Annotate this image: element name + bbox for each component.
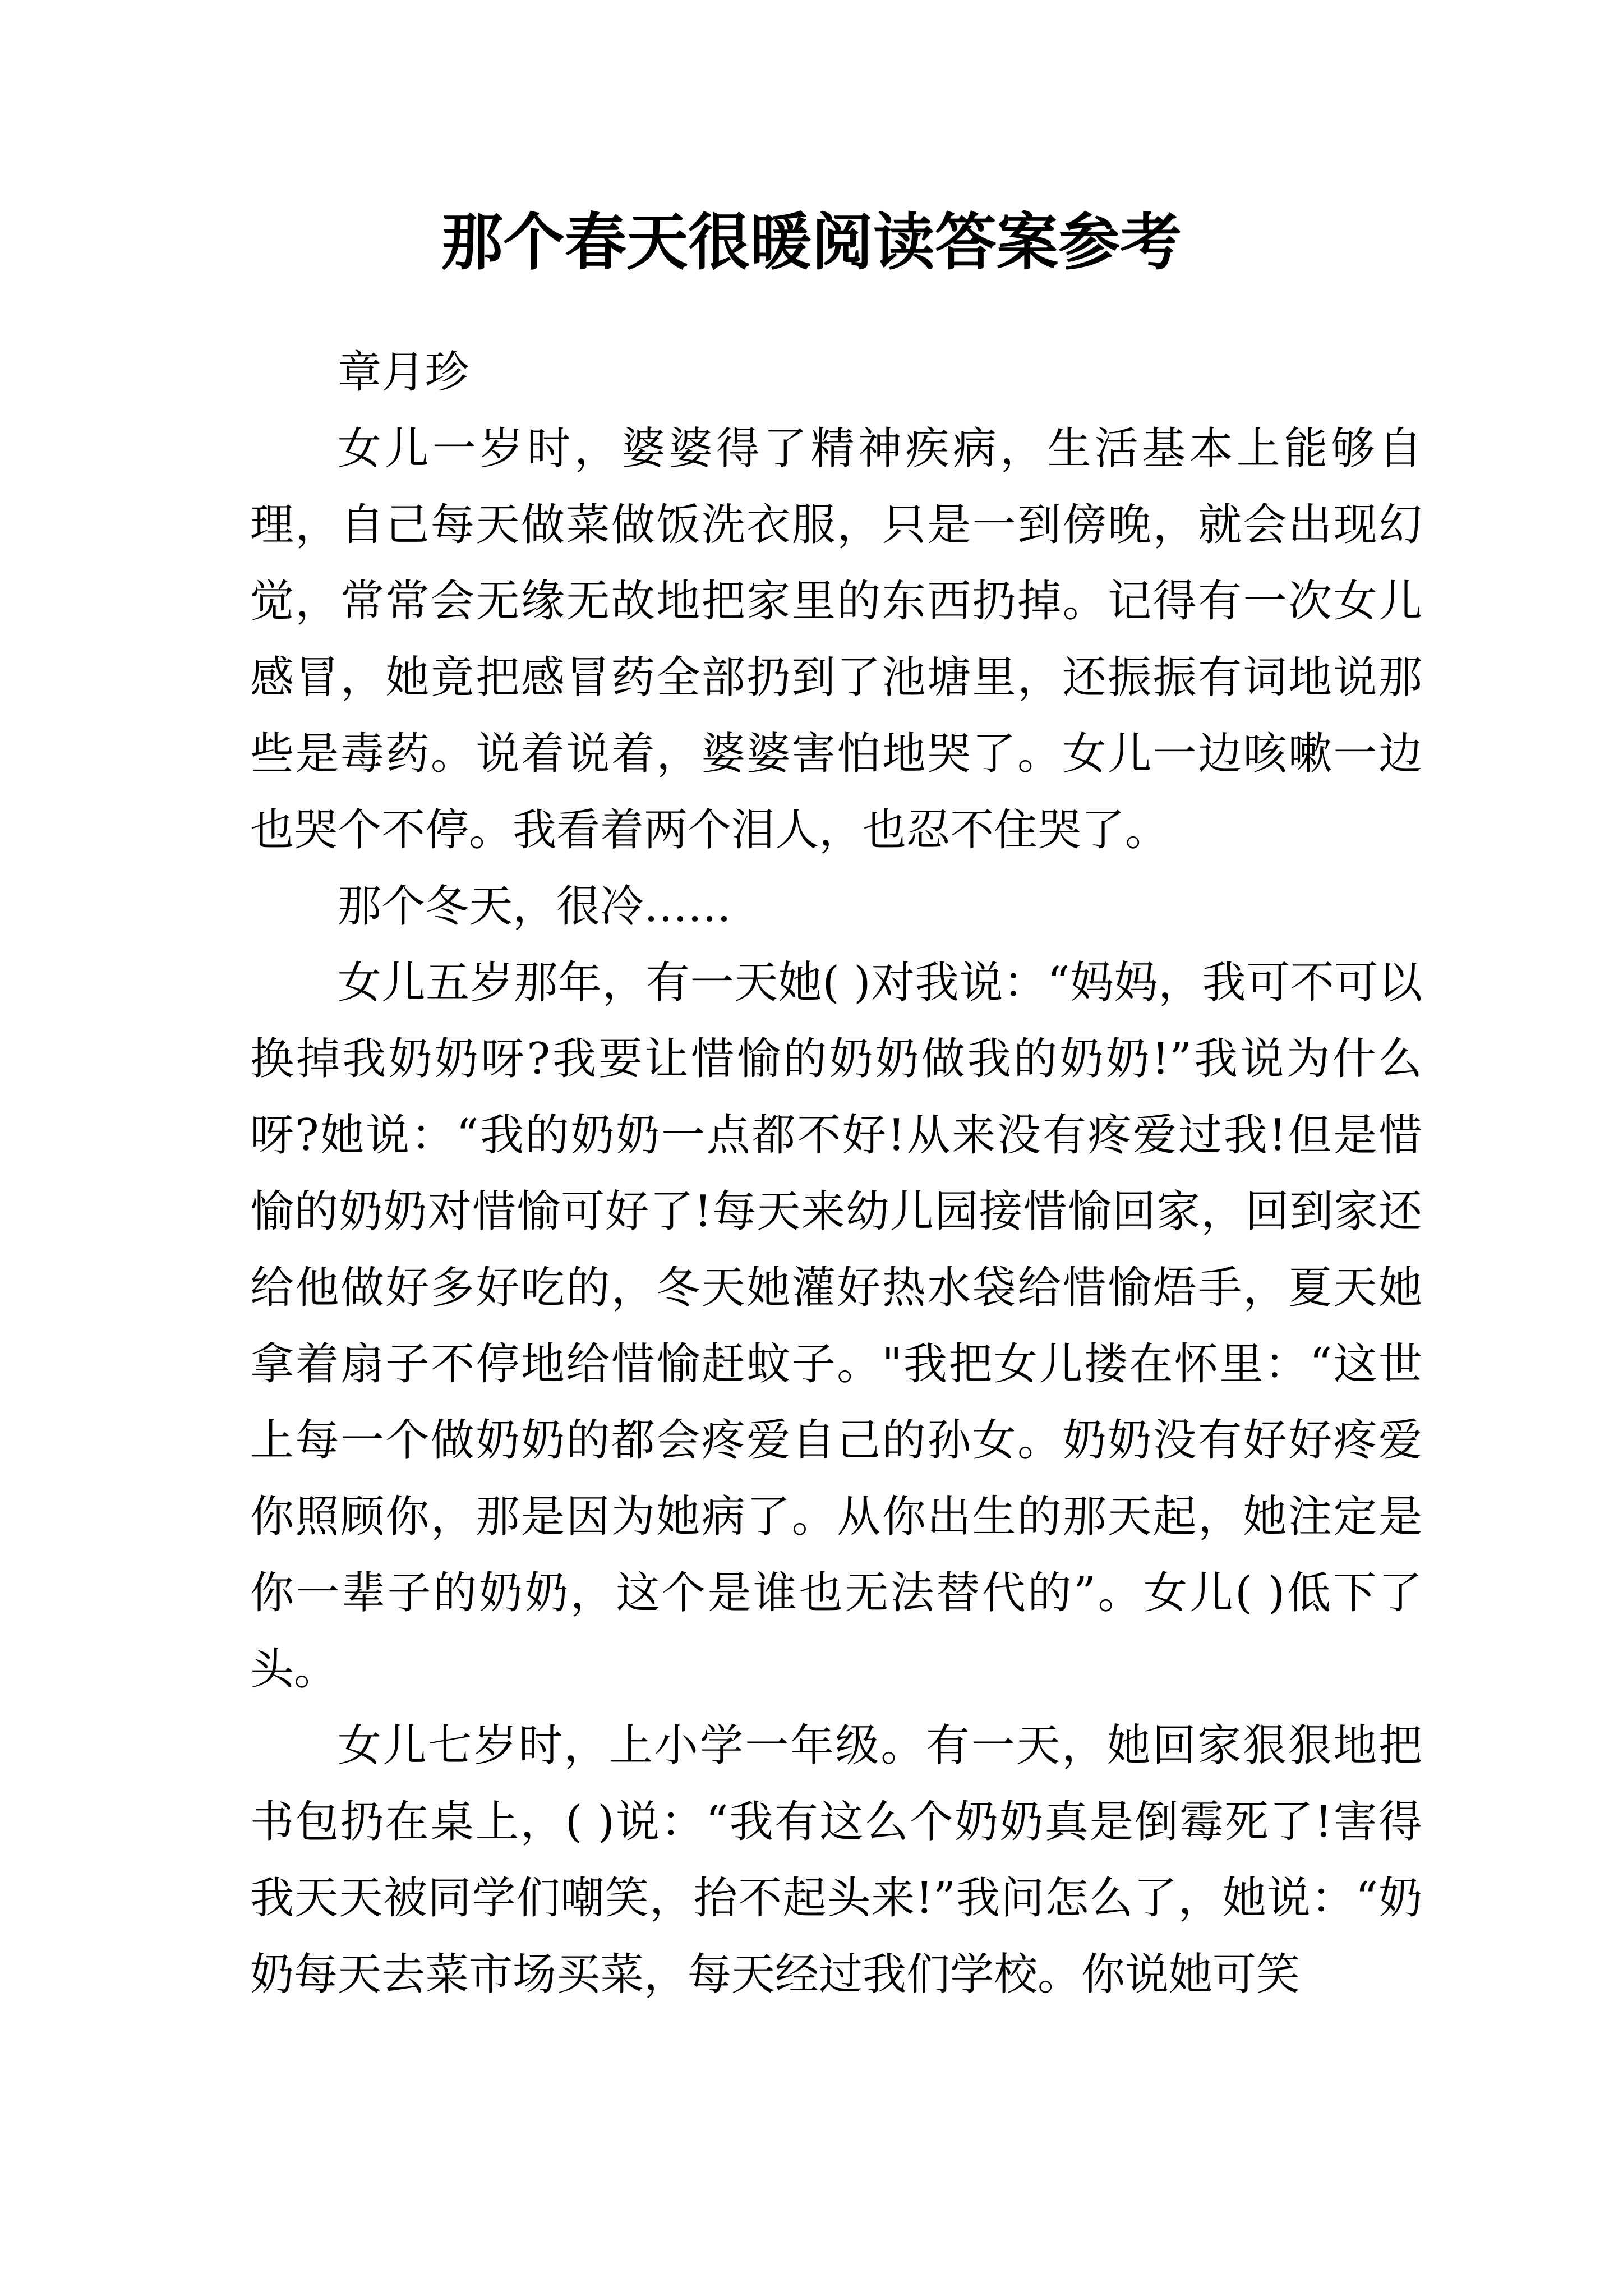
paragraph-3: 女儿五岁那年，有一天她( )对我说：“妈妈，我可不可以换掉我奶奶呀?我要让惜愉的奶奶做我的奶奶!”我说为什么呀?她说：“我的奶奶一点都不好!从来没有疼爱过我!但是惜愉的奶奶对惜愉可好了!每天来幼儿园接惜愉回家，回到家还给他做好多好吃的，冬天她灌好热水袋给惜愉焐手，夏天她拿着扇子不停地给惜愉赶蚊子。"我把女儿搂在怀里：“这世上每一个做奶奶的都会疼爱自己的孙女。奶奶没有好好疼爱你照顾你，那是因为她病了。从你出生的那天起，她注定是你一辈子的奶奶，这个是谁也无法替代的”。女儿( )低下了头。 <box>250 958 1422 1695</box>
paragraph-4: 女儿七岁时，上小学一年级。有一天，她回家狠狠地把书包扔在桌上，( )说：“我有这么个奶奶真是倒霉死了!害得我天天被同学们嘲笑，抬不起头来!”我问怎么了，她说：“奶奶每天去菜市场买菜，每天经过我们学校。你说她可笑 <box>250 1720 1422 2000</box>
document-body <box>250 334 1422 2013</box>
paragraph-2: 那个冬天，很冷…… <box>338 881 732 932</box>
document-title: 那个春天很暖阅读答案参考 <box>441 206 1182 278</box>
paragraph-1: 女儿一岁时，婆婆得了精神疾病，生活基本上能够自理，自己每天做菜做饭洗衣服，只是一到傍晚，就会出现幻觉，常常会无缘无故地把家里的东西扔掉。记得有一次女儿感冒，她竟把感冒药全部扔到了池塘里，还振振有词地说那些是毒药。说着说着，婆婆害怕地哭了。女儿一边咳嗽一边也哭个不停。我看着两个泪人，也忍不住哭了。 <box>250 424 1422 855</box>
author-line: 章月珍 <box>338 347 469 398</box>
